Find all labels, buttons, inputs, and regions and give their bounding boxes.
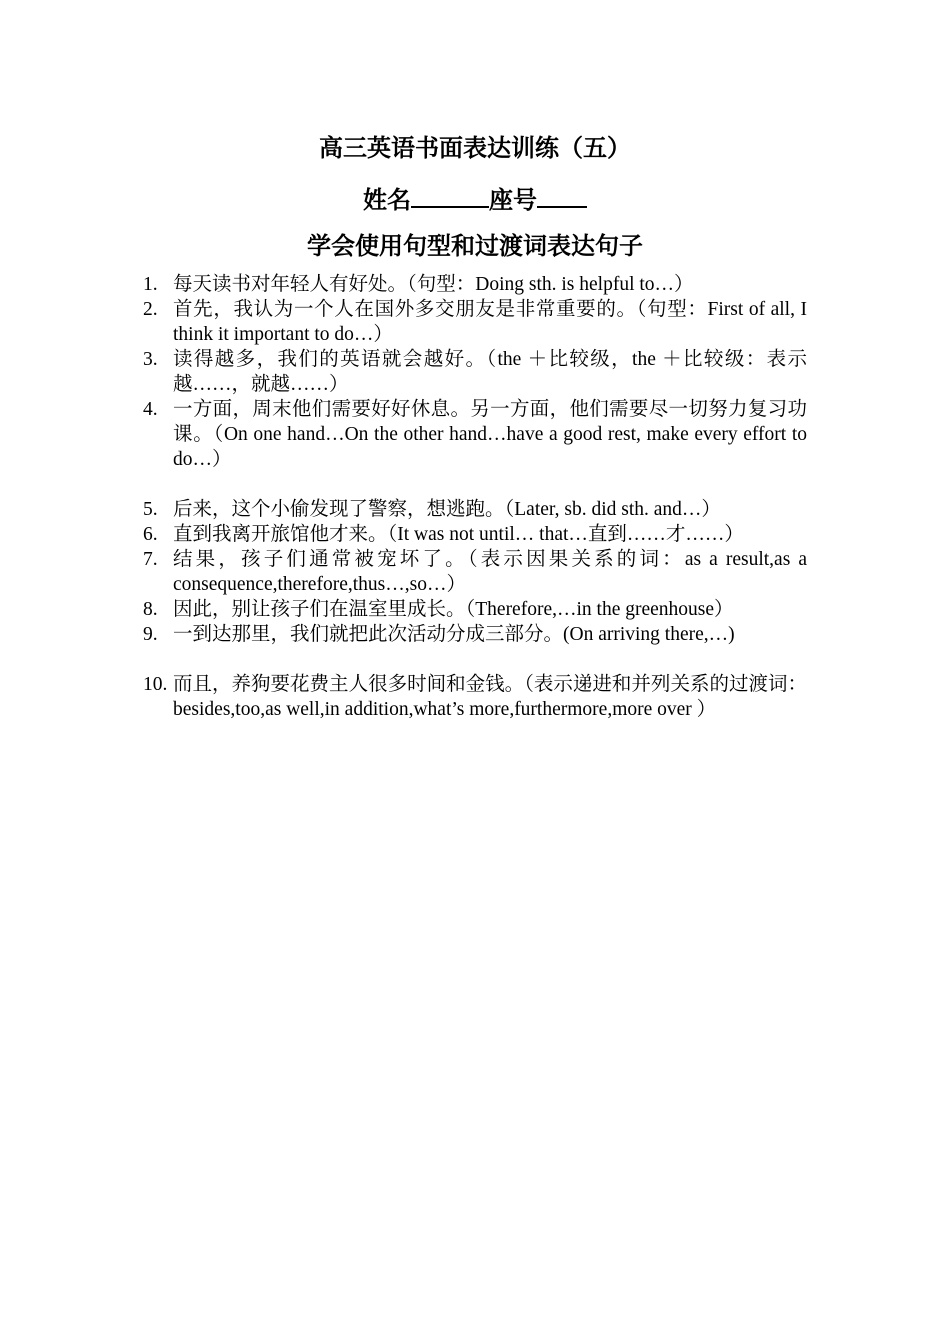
item-text: 而且，养狗要花费主人很多时间和金钱。（表示递进和并列关系的过渡词：besides,too,as well,in addition,what’s more,furthermore,more over ） [173,674,807,720]
item-text: 首先，我认为一个人在国外多交朋友是非常重要的。（句型：First of all, I think it important to do…） [173,299,807,345]
item-number: 7. [143,549,158,570]
seat-blank[interactable] [537,184,587,208]
item-number: 6. [143,524,158,545]
seat-label: 座号 [489,188,537,214]
item-number: 5. [143,499,158,520]
item-number: 3. [143,349,158,370]
item-number: 10. [143,674,168,695]
name-label: 姓名 [363,188,411,214]
list-item [143,272,807,297]
list-item [143,497,807,522]
item-text: 一到达那里，我们就把此次活动分成三部分。(On arriving there,…) [173,624,735,645]
list-item [143,522,807,547]
item-text: 因此，别让孩子们在温室里成长。（Therefore,…in the greenhouse） [173,599,734,620]
name-blank[interactable] [411,184,489,208]
item-number: 9. [143,624,158,645]
item-number: 1. [143,274,158,295]
list-item [143,297,807,347]
item-text: 一方面，周末他们需要好好休息。另一方面，他们需要尽一切努力复习功课。（On one hand…On the other hand…have a good rest, make every effort to do…） [173,399,807,470]
item-text: 直到我离开旅馆他才来。（It was not until… that…直到……才……） [173,524,744,545]
list-item [143,622,807,647]
name-seat-line [0,184,950,216]
item-number: 4. [143,399,158,420]
list-item [143,672,807,722]
page-title: 高三英语书面表达训练（五） [319,136,631,162]
item-text: 每天读书对年轻人有好处。（句型：Doing sth. is helpful to…） [173,274,694,295]
item-text: 读得越多，我们的英语就会越好。（the ＋比较级，the ＋比较级：表示越……，就越……） [173,349,807,395]
item-text: 结果，孩子们通常被宠坏了。（表示因果关系的词：as a result,as a consequence,therefore,thus…,so…） [173,549,807,595]
item-number: 2. [143,299,158,320]
exercise-list [143,272,807,722]
list-item [143,397,807,472]
list-item [143,597,807,622]
list-item [143,547,807,597]
section-title: 学会使用句型和过渡词表达句子 [307,234,643,260]
item-text: 后来，这个小偷发现了警察，想逃跑。（Later, sb. did sth. and…） [173,499,721,520]
list-item [143,347,807,397]
item-number: 8. [143,599,158,620]
